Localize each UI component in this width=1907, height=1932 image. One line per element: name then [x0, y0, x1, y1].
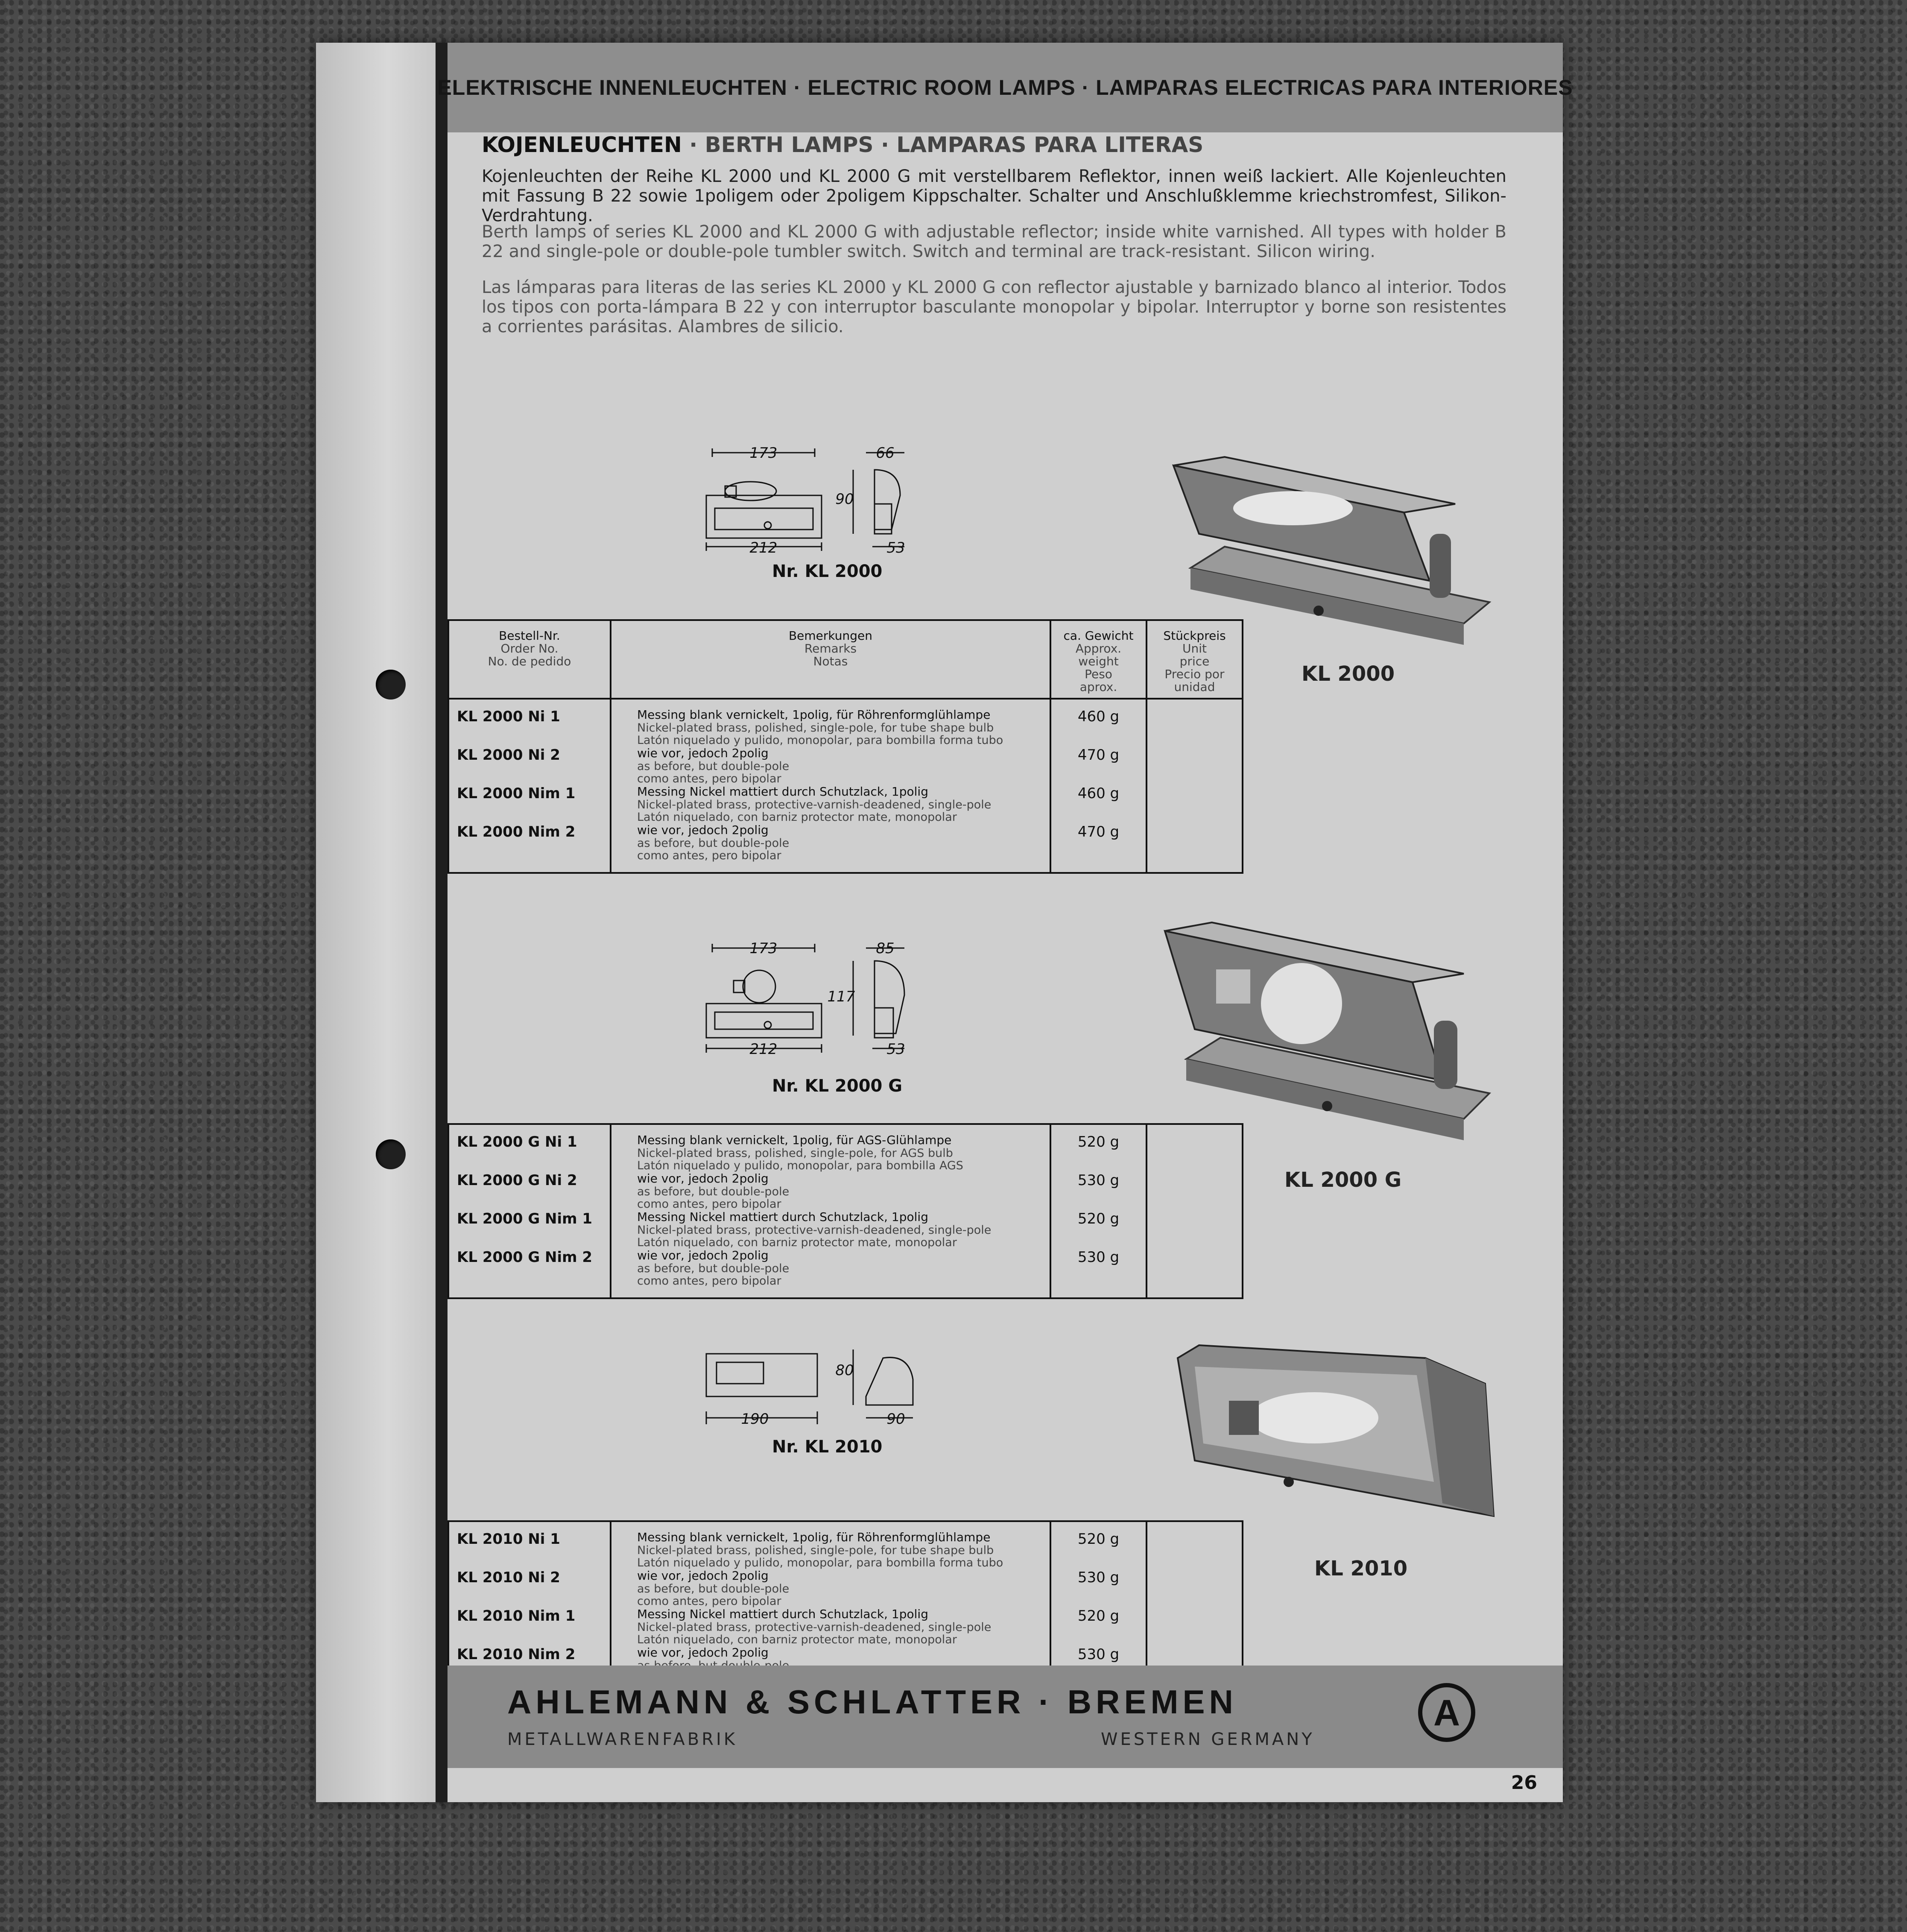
- dim-width-bottom: 212: [749, 1041, 778, 1058]
- remark-en: Nickel-plated brass, protective-varnish-deadened, single-pole: [637, 1621, 992, 1634]
- product-name: KL 2000: [1302, 662, 1395, 686]
- company-logo-icon: [1417, 1683, 1477, 1742]
- weight: 530 g: [1050, 1249, 1147, 1298]
- remark-en: Nickel-plated brass, protective-varnish-deadened, single-pole: [637, 798, 992, 811]
- dim-width-bottom: 212: [749, 539, 778, 555]
- price: [1147, 1210, 1243, 1249]
- dim-height: 80: [835, 1362, 854, 1379]
- col-header-weight: ca. Gewicht Approx. weight Peso aprox.: [1050, 620, 1147, 699]
- remark-es: como antes, pero bipolar: [637, 1595, 781, 1608]
- remark-de: wie vor, jedoch 2polig: [637, 1569, 769, 1583]
- order-number: KL 2000 G Nim 2: [448, 1249, 611, 1298]
- order-number: KL 2000 G Ni 2: [448, 1172, 611, 1210]
- remark-de: wie vor, jedoch 2polig: [637, 823, 769, 837]
- order-number: KL 2000 G Ni 1: [448, 1124, 611, 1172]
- table-row: [448, 699, 1243, 746]
- section-title-de: KOJENLEUCHTEN: [482, 132, 682, 157]
- order-number: KL 2010 Ni 2: [448, 1569, 611, 1607]
- order-number: KL 2000 Ni 1: [448, 699, 611, 746]
- remark-en: as before, but double-pole: [637, 760, 790, 773]
- remark-en: Nickel-plated brass, protective-varnish-deadened, single-pole: [637, 1224, 992, 1237]
- product-table: [448, 619, 1243, 874]
- dimension-drawing-kl2000g: [704, 940, 934, 1061]
- table-row: [448, 823, 1243, 873]
- company-subtitle: METALLWARENFABRIK: [507, 1730, 738, 1749]
- order-number: KL 2000 Nim 1: [448, 785, 611, 823]
- technical-drawing: [704, 1332, 934, 1431]
- table-row: [448, 1172, 1243, 1210]
- product-name: KL 2010: [1314, 1557, 1408, 1581]
- weight: 470 g: [1050, 746, 1147, 785]
- table-row: [448, 746, 1243, 785]
- order-number: KL 2010 Nim 1: [448, 1607, 611, 1646]
- footer-band: [448, 1666, 1563, 1768]
- price: [1147, 1607, 1243, 1646]
- dim-depth: 90: [886, 1411, 905, 1428]
- page-number: 26: [1511, 1772, 1537, 1794]
- catalog-page: [316, 43, 1573, 1802]
- dim-depth-bottom: 53: [886, 1041, 905, 1058]
- weight: 460 g: [1050, 699, 1147, 746]
- product-table: [448, 1123, 1243, 1299]
- drawing-label: Nr. KL 2010: [772, 1437, 883, 1457]
- section-title: [482, 132, 1203, 157]
- weight: 530 g: [1050, 1172, 1147, 1210]
- order-number: KL 2010 Nim 2: [448, 1646, 611, 1695]
- weight: 520 g: [1050, 1521, 1147, 1569]
- weight: 520 g: [1050, 1607, 1147, 1646]
- price: [1147, 1569, 1243, 1607]
- remark-es: Latón niquelado, con barniz protector mate, monopolar: [637, 811, 957, 824]
- remark-en: as before, but double-pole: [637, 1185, 790, 1198]
- product-name: KL 2000 G: [1284, 1168, 1402, 1192]
- technical-drawing: [704, 444, 934, 555]
- product-photo-kl2000g: [1156, 918, 1498, 1157]
- weight: 530 g: [1050, 1646, 1147, 1695]
- section-title-translations: · BERTH LAMPS · LAMPARAS PARA LITERAS: [681, 132, 1204, 157]
- price: [1147, 785, 1243, 823]
- weight: 520 g: [1050, 1124, 1147, 1172]
- dim-depth-bottom: 53: [886, 539, 905, 555]
- dimension-drawing-kl2010: [704, 1332, 934, 1432]
- price: [1147, 746, 1243, 785]
- remark-de: wie vor, jedoch 2polig: [637, 1645, 769, 1660]
- order-number: KL 2000 G Nim 1: [448, 1210, 611, 1249]
- table-row: [448, 1569, 1243, 1607]
- remark-de: Messing Nickel mattiert durch Schutzlack, 1polig: [637, 1607, 928, 1621]
- remark-en: as before, but double-pole: [637, 837, 790, 850]
- dim-depth-top: 85: [876, 940, 895, 957]
- table-row: [448, 1521, 1243, 1569]
- remark-es: como antes, pero bipolar: [637, 1274, 781, 1288]
- table-row: [448, 1210, 1243, 1249]
- header-title: ELEKTRISCHE INNENLEUCHTEN · ELECTRIC ROOM LAMPS · LAMPARAS ELECTRICAS PARA INTERIORES: [437, 76, 1573, 100]
- remark-es: como antes, pero bipolar: [637, 772, 781, 785]
- remark-es: Latón niquelado, con barniz protector mate, monopolar: [637, 1633, 957, 1646]
- dim-width: 190: [741, 1411, 769, 1428]
- content-area: [448, 132, 1563, 1674]
- table-row: [448, 1124, 1243, 1172]
- punch-hole: [376, 1139, 406, 1169]
- col-header-order: Bestell-Nr. Order No. No. de pedido: [448, 620, 611, 699]
- table-row: [448, 1249, 1243, 1298]
- logo-letter: A: [1433, 1692, 1460, 1733]
- technical-drawing: [704, 940, 934, 1059]
- remark-es: como antes, pero bipolar: [637, 1197, 781, 1211]
- remark-en: as before, but double-pole: [637, 1262, 790, 1275]
- table-row: [448, 1607, 1243, 1646]
- description-de: Kojenleuchten der Reihe KL 2000 und KL 2000 G mit verstellbarem Reflektor, innen weiß lackiert. Alle Kojenleuchten mit Fassung B 22 sowie 1poligem oder 2poligem Kippschalter. Schalter und Anschlußklemme kriechstromfest, Silikon-Verdrahtung.: [482, 167, 1506, 225]
- order-number: KL 2010 Ni 1: [448, 1521, 611, 1569]
- page-spine: [316, 43, 448, 1802]
- price: [1147, 1521, 1243, 1569]
- remark-de: Messing blank vernickelt, 1polig, für Röhrenformglühlampe: [637, 708, 991, 722]
- company-country: WESTERN GERMANY: [1101, 1730, 1315, 1749]
- remark-de: Messing Nickel mattiert durch Schutzlack, 1polig: [637, 785, 928, 799]
- remark-es: como antes, pero bipolar: [637, 849, 781, 862]
- order-number: KL 2000 Nim 2: [448, 823, 611, 873]
- remark-es: Latón niquelado, con barniz protector mate, monopolar: [637, 1236, 957, 1249]
- remark-es: Latón niquelado y pulido, monopolar, para bombilla forma tubo: [637, 734, 1003, 747]
- remark-de: Messing blank vernickelt, 1polig, für AGS-Glühlampe: [637, 1133, 952, 1147]
- col-header-price: Stückpreis Unit price Precio por unidad: [1147, 620, 1243, 699]
- header-band: [437, 43, 1573, 132]
- remark-de: Messing blank vernickelt, 1polig, für Röhrenformglühlampe: [637, 1530, 991, 1544]
- remark-en: as before, but double-pole: [637, 1582, 790, 1595]
- order-number: KL 2000 Ni 2: [448, 746, 611, 785]
- col-header-remarks: Bemerkungen Remarks Notas: [611, 620, 1050, 699]
- description-es: Las lámparas para literas de las series KL 2000 y KL 2000 G con reflector ajustable y barnizado blanco al interior. Todos los tipos con porta-lámpara B 22 y con interruptor basculante monopolar y bipolar. Interruptor y borne son resistentes a corrientes parásitas. Alambres de silicio.: [482, 278, 1506, 337]
- price: [1147, 699, 1243, 746]
- remark-en: Nickel-plated brass, polished, single-pole, for tube shape bulb: [637, 1544, 994, 1557]
- description-en: Berth lamps of series KL 2000 and KL 2000 G with adjustable reflector; inside white varnished. All types with holder B 22 and single-pole or double-pole tumbler switch. Switch and terminal are track-resistant. Silicon wiring.: [482, 222, 1506, 261]
- dim-height: 90: [835, 491, 854, 508]
- product-photo-kl2010: [1161, 1332, 1502, 1529]
- dim-depth-top: 66: [876, 445, 895, 462]
- drawing-label: Nr. KL 2000 G: [772, 1076, 903, 1096]
- drawing-label: Nr. KL 2000: [772, 562, 883, 581]
- weight: 470 g: [1050, 823, 1147, 873]
- weight: 520 g: [1050, 1210, 1147, 1249]
- price: [1147, 1124, 1243, 1172]
- price: [1147, 823, 1243, 873]
- remark-en: Nickel-plated brass, polished, single-pole, for tube shape bulb: [637, 721, 994, 735]
- price: [1147, 1172, 1243, 1210]
- remark-de: wie vor, jedoch 2polig: [637, 1171, 769, 1186]
- dim-width-top: 173: [749, 445, 778, 462]
- remark-de: wie vor, jedoch 2polig: [637, 746, 769, 760]
- company-name: AHLEMANN & SCHLATTER · BREMEN: [507, 1683, 1237, 1721]
- price: [1147, 1249, 1243, 1298]
- weight: 460 g: [1050, 785, 1147, 823]
- remark-de: wie vor, jedoch 2polig: [637, 1248, 769, 1262]
- remark-es: Latón niquelado y pulido, monopolar, para bombilla AGS: [637, 1159, 963, 1172]
- dim-height: 117: [827, 988, 855, 1005]
- remark-en: Nickel-plated brass, polished, single-pole, for AGS bulb: [637, 1147, 953, 1160]
- dim-width-top: 173: [749, 940, 778, 957]
- punch-hole: [376, 670, 406, 700]
- remark-de: Messing Nickel mattiert durch Schutzlack, 1polig: [637, 1210, 928, 1224]
- table-row: [448, 785, 1243, 823]
- dimension-drawing-kl2000: [704, 444, 934, 557]
- weight: 530 g: [1050, 1569, 1147, 1607]
- remark-es: Latón niquelado y pulido, monopolar, para bombilla forma tubo: [637, 1556, 1003, 1569]
